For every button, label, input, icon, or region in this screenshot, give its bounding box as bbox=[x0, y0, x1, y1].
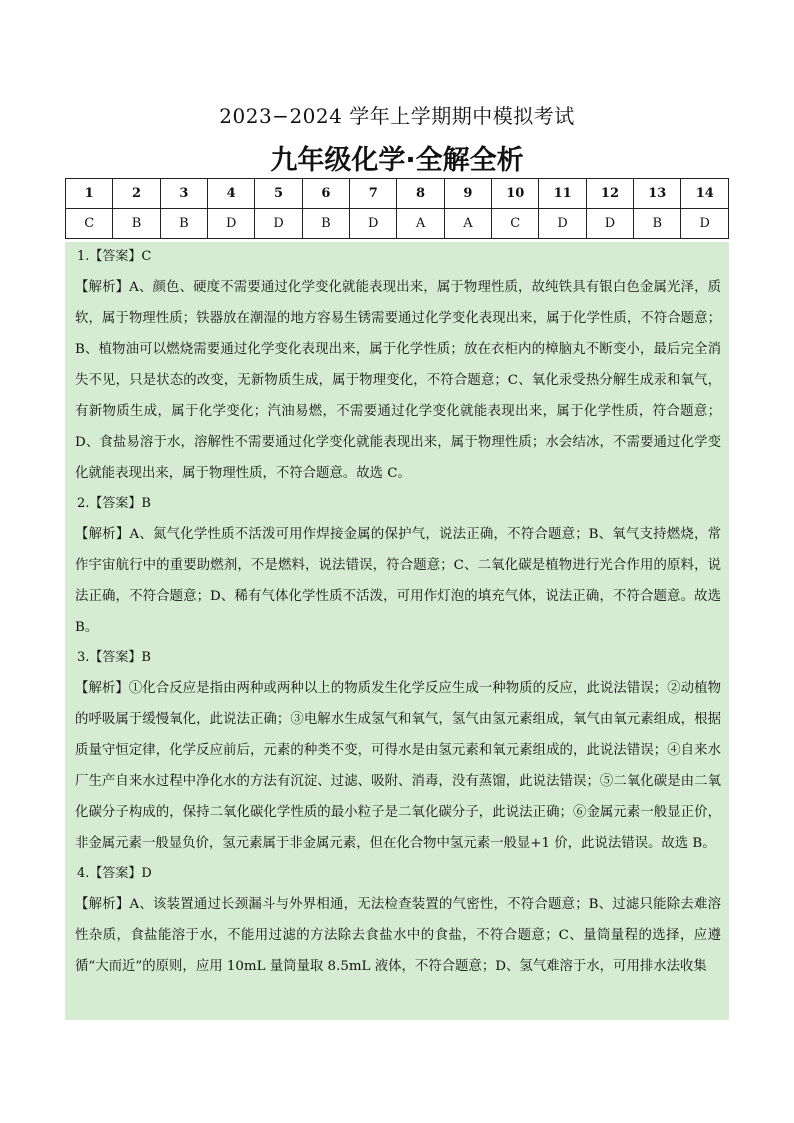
question-number-cell: 1 bbox=[66, 179, 113, 209]
answer-line: 1.【答案】C bbox=[77, 249, 152, 264]
answer-cell: B bbox=[113, 209, 160, 239]
question-number-cell: 9 bbox=[444, 179, 491, 209]
answer-cell: A bbox=[397, 209, 444, 239]
answer-table-answers-row bbox=[66, 209, 729, 239]
answer-cell: C bbox=[492, 209, 539, 239]
solutions-section bbox=[65, 242, 729, 1020]
answer-cell: D bbox=[350, 209, 397, 239]
explanation-paragraph: 【解析】①化合反应是指由两种或两种以上的物质发生化学反应生成一种物质的反应，此说法错误；②动植物的呼吸属于缓慢氧化，此说法正确；③电解水生成氢气和氧气，氢气由氢元素组成，氧气由氧元素组成，根据质量守恒定律，化学反应前后，元素的种类不变，可得水是由氢元素和氧元素组成的，此说法错误；④自来水厂生产自来水过程中净化水的方法有沉淀、过滤、吸附、消毒，没有蒸馏，此说法错误；⑤二氧化碳是由二氧化碳分子构成的，保持二氧化碳化学性质的最小粒子是二氧化碳分子，此说法正确；⑥金属元素一般显正价，非金属元素一般显负价，氢元素属于非金属元素，但在化合物中氢元素一般显+1 价，此说法错误。故选 B。 bbox=[75, 681, 721, 851]
question-number-cell: 14 bbox=[681, 179, 729, 209]
exam-title: 2023−2024 学年上学期期中模拟考试 bbox=[219, 104, 575, 128]
question-number-cell: 12 bbox=[586, 179, 633, 209]
answer-cell: B bbox=[634, 209, 681, 239]
answer-line: 2.【答案】B bbox=[77, 496, 151, 511]
answer-line: 4.【答案】D bbox=[77, 866, 152, 881]
question-number-cell: 3 bbox=[160, 179, 207, 209]
question-number-cell: 13 bbox=[634, 179, 681, 209]
answer-table bbox=[65, 178, 729, 239]
answer-table-numbers-row bbox=[66, 179, 729, 209]
question-number-cell: 7 bbox=[350, 179, 397, 209]
question-number-cell: 10 bbox=[492, 179, 539, 209]
answer-cell: C bbox=[66, 209, 113, 239]
question-number-cell: 4 bbox=[208, 179, 255, 209]
answer-cell: D bbox=[208, 209, 255, 239]
explanation-paragraph: 【解析】A、颜色、硬度不需要通过化学变化就能表现出来，属于物理性质，故纯铁具有银白色金属光泽，质软，属于物理性质；铁器放在潮湿的地方容易生锈需要通过化学变化表现出来，属于化学性质，不符合题意；B、植物油可以燃烧需要通过化学变化表现出来，属于化学性质；放在衣柜内的樟脑丸不断变小，最后完全消失不见，只是状态的改变，无新物质生成，属于物理变化，不符合题意；C、氧化汞受热分解生成汞和氧气，有新物质生成，属于化学变化；汽油易燃，不需要通过化学变化就能表现出来，属于化学性质，符合题意；D、食盐易溶于水，溶解性不需要通过化学变化就能表现出来，属于物理性质；水会结冰，不需要通过化学变化就能表现出来，属于物理性质，不符合题意。故选 C。 bbox=[75, 280, 721, 481]
explanation-paragraph: 【解析】A、氮气化学性质不活泼可用作焊接金属的保护气，说法正确，不符合题意；B、氧气支持燃烧，常作宇宙航行中的重要助燃剂，不是燃料，说法错误，符合题意；C、二氧化碳是植物进行光合作用的原料，说法正确，不符合题意；D、稀有气体化学性质不活泼，可用作灯泡的填充气体，说法正确，不符合题意。故选 B。 bbox=[75, 527, 721, 635]
answer-cell: D bbox=[586, 209, 633, 239]
answer-line: 3.【答案】B bbox=[77, 650, 151, 665]
answer-cell: D bbox=[539, 209, 586, 239]
answer-cell: D bbox=[681, 209, 729, 239]
question-number-cell: 5 bbox=[255, 179, 302, 209]
exam-subtitle: 九年级化学·全解全析 bbox=[270, 145, 524, 176]
answer-cell: D bbox=[255, 209, 302, 239]
explanation-paragraph: 【解析】A、该装置通过长颈漏斗与外界相通，无法检查装置的气密性，不符合题意；B、过滤只能除去难溶性杂质，食盐能溶于水，不能用过滤的方法除去食盐水中的食盐，不符合题意；C、量筒量程的选择，应遵循“大而近”的原则，应用 10mL 量筒量取 8.5mL 液体，不符合题意；D、氢气难溶于水，可用排水法收集 bbox=[75, 897, 721, 974]
answer-cell: B bbox=[302, 209, 349, 239]
question-number-cell: 2 bbox=[113, 179, 160, 209]
answer-cell: A bbox=[444, 209, 491, 239]
question-number-cell: 6 bbox=[302, 179, 349, 209]
answer-cell: B bbox=[160, 209, 207, 239]
question-number-cell: 8 bbox=[397, 179, 444, 209]
question-number-cell: 11 bbox=[539, 179, 586, 209]
